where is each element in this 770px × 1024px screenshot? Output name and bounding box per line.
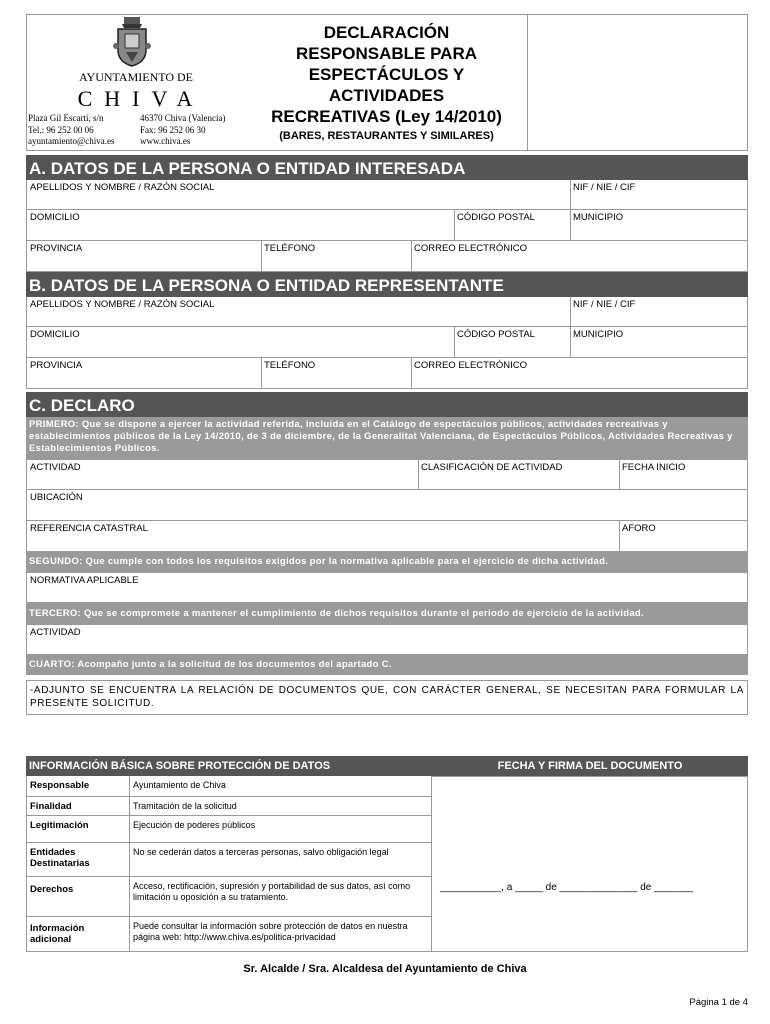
- domicilio-field[interactable]: DOMICILIO: [30, 329, 80, 340]
- title-line: ESPECTÁCULOS Y: [308, 65, 465, 84]
- ubicacion-field[interactable]: UBICACIÓN: [30, 492, 83, 503]
- section-c-row-5: [26, 624, 748, 655]
- primero-bar: PRIMERO: Que se dispone a ejercer la actividad referida, incluida en el Catálogo de espectáculos públicos, actividades recreativas y establecimientos públicos de la Ley 14/2010, de 3 de diciembre, de la Generalitat Valenciana, de Espectáculos Públicos, Actividades Recreativas y Establecimientos Públicos.: [26, 417, 748, 459]
- address-email: ayuntamiento@chiva.es: [28, 136, 115, 146]
- fecha-inicio-field[interactable]: FECHA INICIO: [622, 462, 686, 473]
- section-c-row-1: [26, 459, 748, 490]
- row-label: Finalidad: [30, 801, 72, 812]
- document-subtitle: (BARES, RESTAURANTES Y SIMILARES): [279, 130, 494, 142]
- correo-field[interactable]: CORREO ELECTRÓNICO: [414, 360, 527, 371]
- row-label: Entidades Destinatarias: [30, 847, 90, 869]
- chiva-title: CHIVA: [77, 86, 205, 111]
- apellidos-field[interactable]: APELLIDOS Y NOMBRE / RAZÓN SOCIAL: [30, 299, 215, 310]
- cuarto-bar: CUARTO: Acompaño junto a la solicitud de los documentos del apartado C.: [26, 655, 748, 675]
- municipio-field[interactable]: MUNICIPIO: [573, 212, 624, 223]
- tercero-bar: TERCERO: Que se compromete a mantener el cumplimiento de dichos requisitos durante el periodo de ejercicio de la actividad.: [26, 603, 748, 624]
- row-label: Derechos: [30, 884, 74, 895]
- normativa-field[interactable]: NORMATIVA APLICABLE: [30, 575, 139, 586]
- address-right: [140, 113, 246, 148]
- nif-field[interactable]: NIF / NIE / CIF: [573, 182, 636, 193]
- row-value: Tramitación de la solicitud: [129, 797, 433, 815]
- row-value: Ejecución de poderes públicos: [129, 816, 433, 842]
- table-row: [26, 843, 432, 877]
- adjunto-note: -ADJUNTO SE ENCUENTRA LA RELACIÓN DE DOCUMENTOS QUE, CON CARÁCTER GENERAL, SE NECESITAN PARA FORMULAR LA PRESENTE SOLICITUD.: [26, 680, 748, 715]
- clasificacion-field[interactable]: CLASIFICACIÓN DE ACTIVIDAD: [421, 462, 563, 473]
- address-city: 46370 Chiva (Valencia): [140, 113, 226, 123]
- document-title: [246, 22, 527, 142]
- table-row: [26, 917, 432, 952]
- row-label: Información adicional: [30, 923, 85, 945]
- ayuntamiento-label: AYUNTAMIENTO DE: [78, 70, 194, 84]
- telefono-field[interactable]: TELÉFONO: [264, 360, 316, 371]
- actividad-field[interactable]: ACTIVIDAD: [30, 462, 81, 473]
- section-a-title: A. DATOS DE LA PERSONA O ENTIDAD INTERESADA: [26, 155, 748, 180]
- proteccion-title: INFORMACIÓN BÁSICA SOBRE PROTECCIÓN DE DATOS: [26, 756, 432, 776]
- coat-of-arms-icon: [112, 16, 152, 68]
- provincia-field[interactable]: PROVINCIA: [30, 243, 83, 254]
- segundo-bar: SEGUNDO: Que cumple con todos los requisitos exigidos por la normativa aplicable para el ejercicio de dicha actividad.: [26, 552, 748, 572]
- row-value: Puede consultar la información sobre protección de datos en nuestra página web: http://www.chiva.es/politica-privacidad: [129, 917, 433, 951]
- title-line: RESPONSABLE PARA: [295, 44, 478, 63]
- table-row: [26, 776, 432, 797]
- address-street: Plaza Gil Escartí, s/n: [28, 113, 104, 123]
- actividad-compromiso-field[interactable]: ACTIVIDAD: [30, 627, 81, 638]
- section-b-row-2: [26, 327, 748, 358]
- nif-field[interactable]: NIF / NIE / CIF: [573, 299, 636, 310]
- section-b-row-1: [26, 297, 748, 327]
- table-row: [26, 816, 432, 843]
- section-c-row-2: [26, 490, 748, 521]
- row-value: No se cederán datos a terceras personas, salvo obligación legal: [129, 843, 433, 876]
- codigo-postal-field[interactable]: CÓDIGO POSTAL: [457, 329, 535, 340]
- row-value: Ayuntamiento de Chiva: [129, 776, 433, 796]
- header-divider: [527, 14, 528, 151]
- section-b-title: B. DATOS DE LA PERSONA O ENTIDAD REPRESENTANTE: [26, 272, 748, 297]
- row-label: Legitimación: [30, 820, 89, 831]
- address-fax: Fax: 96 252 06 30: [140, 124, 206, 135]
- date-signature-line[interactable]: ___________, a _____ de ______________ de _______: [440, 882, 694, 893]
- section-c-title: C. DECLARO: [26, 392, 748, 417]
- title-line: RECREATIVAS (Ley 14/2010): [271, 107, 502, 126]
- section-b-row-3: [26, 358, 748, 389]
- table-row: [26, 797, 432, 816]
- address-tel: Tel.: 96 252 00 06: [28, 124, 94, 135]
- section-a-row-1: [26, 180, 748, 210]
- row-label: Responsable: [30, 780, 90, 791]
- title-line: DECLARACIÓN: [323, 23, 450, 42]
- addressee: Sr. Alcalde / Sra. Alcaldesa del Ayuntamiento de Chiva: [243, 963, 527, 975]
- apellidos-field[interactable]: APELLIDOS Y NOMBRE / RAZÓN SOCIAL: [30, 182, 215, 193]
- referencia-catastral-field[interactable]: REFERENCIA CATASTRAL: [30, 523, 148, 534]
- address-left: [28, 113, 140, 148]
- section-a-row-3: [26, 241, 748, 272]
- title-line: ACTIVIDADES: [328, 86, 445, 105]
- section-a-row-2: [26, 210, 748, 241]
- telefono-field[interactable]: TELÉFONO: [264, 243, 316, 254]
- section-c-row-3: [26, 521, 748, 552]
- signature-area[interactable]: [432, 776, 748, 952]
- address-web: www.chiva.es: [140, 136, 191, 146]
- municipio-field[interactable]: MUNICIPIO: [573, 329, 624, 340]
- codigo-postal-field[interactable]: CÓDIGO POSTAL: [457, 212, 535, 223]
- section-c-row-4: [26, 572, 748, 603]
- row-value: Acceso, rectificación, supresión y portabilidad de sus datos, así como limitación u oposición a su tratamiento.: [129, 877, 433, 916]
- firma-title: FECHA Y FIRMA DEL DOCUMENTO: [432, 756, 748, 776]
- domicilio-field[interactable]: DOMICILIO: [30, 212, 80, 223]
- provincia-field[interactable]: PROVINCIA: [30, 360, 83, 371]
- table-row: [26, 877, 432, 917]
- page-number: Página 1 de 4: [689, 997, 748, 1008]
- correo-field[interactable]: CORREO ELECTRÓNICO: [414, 243, 527, 254]
- aforo-field[interactable]: AFORO: [622, 523, 656, 534]
